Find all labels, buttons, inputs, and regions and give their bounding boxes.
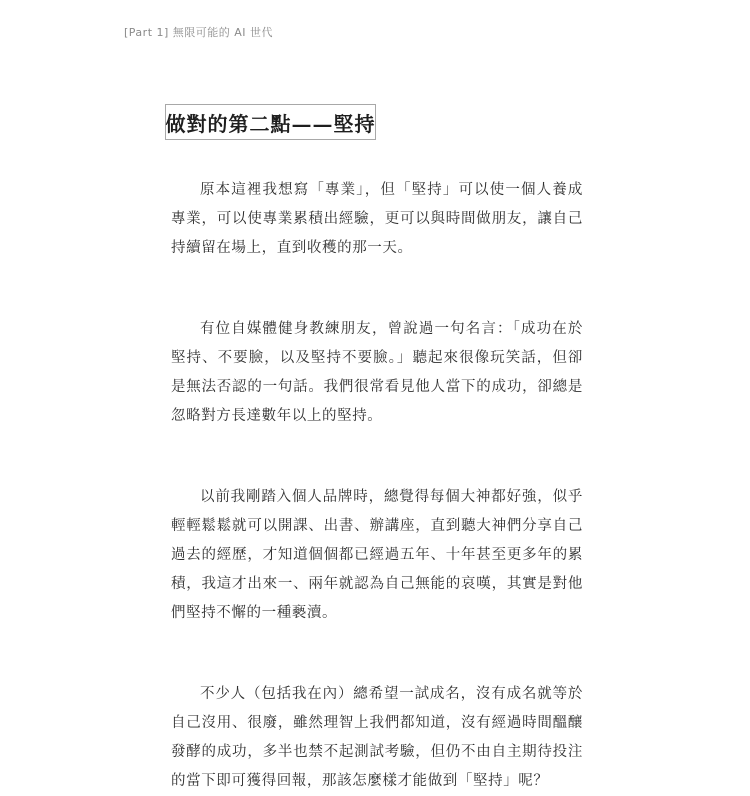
paragraph-2: 有位自媒體健身教練朋友，曾說過一句名言：「成功在於堅持、不要臉，以及堅持不要臉。」聽起來很像玩笑話，但卻是無法否認的一句話。我們很常看見他人當下的成功，卻總是忽略對方長達數年以上的堅持。 bbox=[171, 321, 583, 424]
running-header: [Part 1] 無限可能的 AI 世代 bbox=[124, 26, 274, 39]
paragraph-1: 原本這裡我想寫「專業」，但「堅持」可以使一個人養成專業，可以使專業累積出經驗，更可以與時間做朋友，讓自己持續留在場上，直到收穫的那一天。 bbox=[171, 182, 583, 256]
section-heading: 做對的第二點——堅持 bbox=[165, 111, 376, 136]
body-text bbox=[171, 176, 583, 796]
paragraph-4: 不少人（包括我在內）總希望一試成名，沒有成名就等於自己沒用、很廢，雖然理智上我們都知道，沒有經過時間醞釀發酵的成功，多半也禁不起測試考驗，但仍不由自主期待投注的當下即可獲得回報，那該怎麼樣才能做到「堅持」呢？ bbox=[171, 686, 583, 789]
section-heading-box bbox=[165, 104, 376, 140]
paragraph-3: 以前我剛踏入個人品牌時，總覺得每個大神都好強，似乎輕輕鬆鬆就可以開課、出書、辦講座，直到聽大神們分享自己過去的經歷，才知道個個都已經過五年、十年甚至更多年的累積，我這才出來一、兩年就認為自己無能的哀嘆，其實是對他們堅持不懈的一種褻瀆。 bbox=[171, 489, 583, 621]
